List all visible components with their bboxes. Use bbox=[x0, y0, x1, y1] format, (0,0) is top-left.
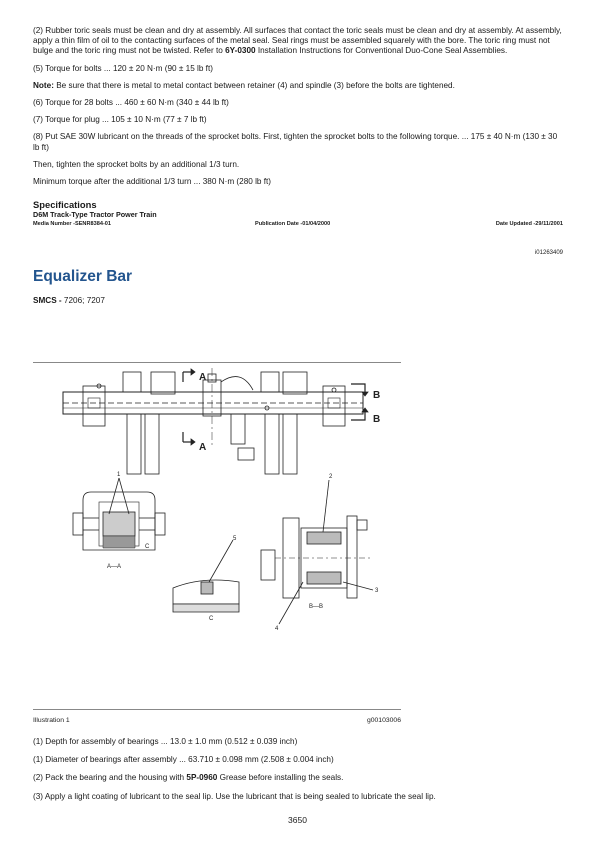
figure-top-rule bbox=[33, 362, 401, 363]
paragraph-text: (2) Rubber toric seals must be clean and dry at assembly. All surfaces that contact the toric seals must be clean and dry at assembly. At assembly, apply a thin film of oil to the contacting surfaces of the metal seal. Seal rings must be assembled squarely with the bore. The toric ring must not bulge and the toric ring must not be twisted. Refer to bbox=[33, 26, 562, 56]
note-text: Be sure that there is metal to metal contact between retainer (4) and spindle (3) before the bolts are tightened. bbox=[53, 80, 455, 90]
paragraph-minimum-torque: Minimum torque after the additional 1/3 turn ... 380 N·m (280 lb ft) bbox=[33, 177, 272, 187]
spec-meta-row bbox=[33, 220, 563, 230]
section-a-label-bottom: A bbox=[199, 442, 207, 453]
paragraph-text: (2) Pack the bearing and the housing with bbox=[33, 773, 187, 783]
figure-bottom-rule bbox=[33, 709, 401, 710]
paragraph-additional-turn: Then, tighten the sprocket bolts by an additional 1/3 turn. bbox=[33, 159, 240, 169]
illustration-caption bbox=[33, 717, 401, 724]
section-heading: Equalizer Bar bbox=[33, 268, 133, 286]
callout-c-section-a: C bbox=[145, 544, 150, 550]
detail-c-label: C bbox=[209, 616, 214, 622]
publication-date: Publication Date -01/04/2000 bbox=[255, 221, 331, 228]
paragraph-torque-plug: (7) Torque for plug ... 105 ± 10 N·m (77 ± 7 lb ft) bbox=[33, 115, 207, 125]
paragraph-torque-28-bolts: (6) Torque for 28 bolts ... 460 ± 60 N·m (340 ± 44 lb ft) bbox=[33, 98, 229, 108]
step-bearing-diameter: (1) Diameter of bearings after assembly ... 63.710 ± 0.098 mm (2.508 ± 0.004 inch) bbox=[33, 755, 334, 765]
media-number: Media Number -SENR8384-01 bbox=[33, 221, 112, 228]
smcs-label: SMCS - bbox=[33, 296, 62, 306]
section-a-label-top: A bbox=[199, 372, 207, 383]
section-a-a-view bbox=[73, 472, 165, 570]
callout-1: 1 bbox=[117, 472, 121, 478]
illustration-number: Illustration 1 bbox=[33, 717, 70, 724]
callout-3: 3 bbox=[375, 588, 379, 594]
reference-id: i01263409 bbox=[534, 250, 563, 257]
paragraph-text: Installation Instructions for Conventional Duo-Cone Seal Assemblies. bbox=[255, 46, 508, 56]
detail-c-view bbox=[173, 536, 239, 622]
date-updated: Date Updated -29/11/2001 bbox=[495, 221, 563, 228]
part-number-ref: 6Y-0300 bbox=[225, 46, 256, 56]
paragraph-note bbox=[33, 81, 563, 91]
callout-5: 5 bbox=[233, 536, 237, 542]
paragraph-text: Grease before installing the seals. bbox=[217, 773, 344, 783]
callout-4: 4 bbox=[275, 626, 279, 632]
step-pack-grease bbox=[33, 773, 563, 783]
paragraph-toric-seals bbox=[33, 26, 563, 57]
section-b-label-bottom: B bbox=[373, 414, 381, 425]
page-number: 3650 bbox=[288, 815, 307, 825]
paragraph-torque-bolts: (5) Torque for bolts ... 120 ± 20 N·m (90 ± 15 lb ft) bbox=[33, 63, 213, 73]
section-b-label-top: B bbox=[373, 390, 381, 401]
specifications-block bbox=[33, 199, 563, 230]
note-label: Note: bbox=[33, 80, 54, 90]
step-seal-lip: (3) Apply a light coating of lubricant to the seal lip. Use the lubricant that is being sealed to lubricate the seal lip. bbox=[33, 791, 436, 801]
section-a-a-label: A—A bbox=[107, 564, 122, 570]
equalizer-bar-illustration bbox=[33, 368, 401, 658]
top-view bbox=[63, 368, 363, 474]
graphic-id: g00103006 bbox=[366, 717, 401, 724]
step-bearing-depth: (1) Depth for assembly of bearings ... 13.0 ± 1.0 mm (0.512 ± 0.039 inch) bbox=[33, 737, 298, 746]
callout-2: 2 bbox=[329, 474, 333, 480]
smcs-value: 7206; 7207 bbox=[61, 296, 105, 306]
document-body bbox=[33, 26, 563, 305]
paragraph-sprocket-bolts: (8) Put SAE 30W lubricant on the threads of the sprocket bolts. First, tighten the sprocket bolts to the following torque. ... 175 ± 40 N·m (130 ± 30 lb ft) bbox=[33, 132, 558, 152]
part-number-ref: 5P-0960 bbox=[186, 773, 218, 783]
spec-title: Specifications bbox=[33, 199, 97, 211]
smcs-code bbox=[33, 296, 563, 305]
assembly-steps bbox=[33, 737, 563, 810]
section-b-b-view bbox=[261, 474, 379, 632]
spec-subtitle: D6M Track-Type Tractor Power Train bbox=[33, 210, 157, 220]
section-b-b-label: B—B bbox=[309, 604, 324, 610]
